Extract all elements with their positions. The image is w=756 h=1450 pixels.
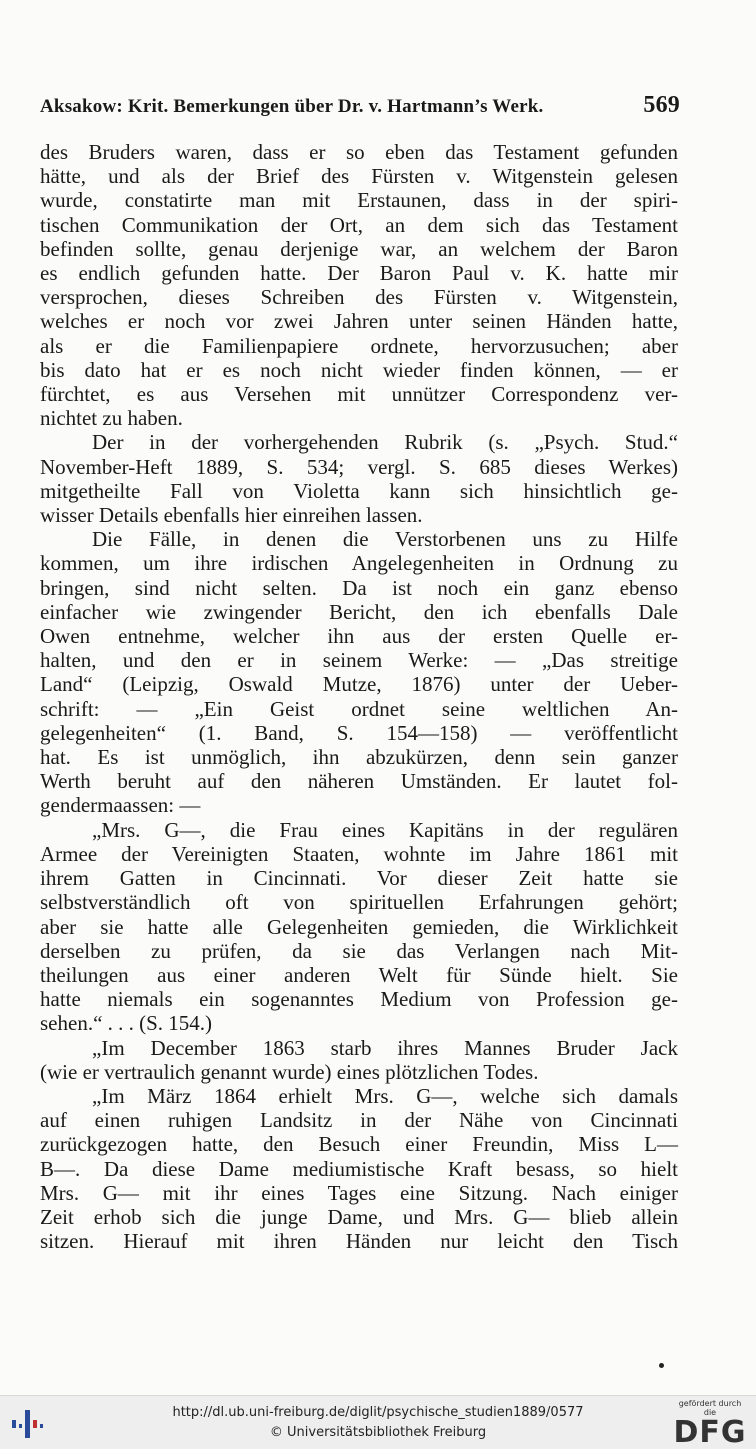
text-line: selbstverständlich oft von spirituellen Erfahrungen gehört; — [40, 890, 678, 915]
dfg-logo — [672, 1399, 748, 1450]
text-line: „Im März 1864 erhielt Mrs. G—, welche sich damals — [92, 1083, 678, 1108]
text-line: schrift: — „Ein Geist ordnet seine weltlichen An- — [40, 696, 678, 721]
text-line: (wie er vertraulich genannt wurde) eines plötzlichen Todes. — [40, 1059, 539, 1084]
text-line: November-Heft 1889, S. 534; vergl. S. 685 dieses Werkes) — [40, 454, 678, 479]
viewer-footer — [0, 1395, 756, 1449]
text-line: auf einen ruhigen Landsitz in der Nähe von Cincinnati — [40, 1108, 678, 1133]
text-line: Armee der Vereinigten Staaten, wohnte im Jahre 1861 mit — [40, 841, 678, 866]
text-line: zurückgezogen hatte, den Besuch einer Freundin, Miss L— — [40, 1132, 678, 1157]
running-title: Aksakow: Krit. Bemerkungen über Dr. v. Hartmann’s Werk. — [40, 96, 544, 117]
text-line: Zeit erhob sich die junge Dame, und Mrs. G— blieb allein — [40, 1204, 678, 1229]
dfg-funding-note: gefördert durch die — [678, 1399, 742, 1417]
text-line: befinden sollte, genau derjenige war, an welchem der Baron — [40, 236, 678, 261]
text-line: Mrs. G— mit ihr eines Tages eine Sitzung. Nach einiger — [40, 1180, 678, 1205]
text-line: aber sie hatte alle Gelegenheiten gemieden, die Wirklichkeit — [40, 914, 678, 939]
text-line: gendermaassen: — — [40, 793, 201, 818]
text-line: welches er noch vor zwei Jahren unter seinen Händen hatte, — [40, 309, 678, 334]
text-line: hatte niemals ein sogenanntes Medium von Profession ge- — [40, 987, 678, 1012]
text-line: Owen entnehme, welcher ihn aus der ersten Quelle er- — [40, 624, 678, 649]
text-line: es endlich gefunden hatte. Der Baron Paul v. K. hatte mir — [40, 261, 678, 286]
copyright-notice: © Universitätsbibliothek Freiburg — [269, 1425, 487, 1440]
text-line: ihrem Gatten in Cincinnati. Vor dieser Zeit hatte sie — [40, 866, 678, 891]
text-line: gelegenheiten“ (1. Band, S. 154—158) — veröffentlicht — [40, 720, 678, 745]
text-line: wisser Details ebenfalls hier einreihen lassen. — [40, 503, 423, 528]
text-line: versprochen, dieses Schreiben des Fürsten v. Witgenstein, — [40, 285, 678, 310]
text-line: kommen, um ihre irdischen Angelegenheiten in Ordnung zu — [40, 551, 678, 576]
text-line: Werth beruht auf den näheren Umständen. Er lautet fol- — [40, 769, 678, 794]
text-line: Land“ (Leipzig, Oswald Mutze, 1876) unter der Ueber- — [40, 672, 678, 697]
text-line: „Im December 1863 starb ihres Mannes Bruder Jack — [92, 1035, 678, 1060]
text-line: halten, und den er in seinem Werke: — „Das streitige — [40, 648, 678, 673]
text-line: theilungen aus einer anderen Welt für Sünde hielt. Sie — [40, 962, 678, 987]
text-line: Die Fälle, in denen die Verstorbenen uns zu Hilfe — [92, 527, 678, 552]
text-line: sitzen. Hierauf mit ihren Händen nur leicht den Tisch — [40, 1229, 678, 1254]
text-line: bis dato hat er es noch nicht wieder finden können, — er — [40, 357, 678, 382]
source-url-link[interactable]: http://dl.ub.uni-freiburg.de/diglit/psychische_studien1889/0577 — [172, 1405, 584, 1420]
ink-dot — [659, 1363, 664, 1368]
running-header — [40, 92, 680, 119]
text-line: Der in der vorhergehenden Rubrik (s. „Psych. Stud.“ — [92, 430, 678, 455]
text-line: des Bruders waren, dass er so eben das Testament gefunden — [40, 140, 678, 164]
text-line: fürchtet, es aus Versehen mit unnützer Correspondenz ver- — [40, 382, 678, 407]
body-text — [40, 140, 678, 1253]
text-line: mitgetheilte Fall von Violetta kann sich hinsichtlich ge- — [40, 478, 678, 503]
page-number: 569 — [643, 92, 680, 118]
text-line: hat. Es ist unmöglich, ihn abzukürzen, denn sein ganzer — [40, 745, 678, 770]
text-line: derselben zu prüfen, da sie das Verlangen nach Mit- — [40, 938, 678, 963]
text-line: sehen.“ . . . (S. 154.) — [40, 1011, 213, 1036]
text-line: bringen, sind nicht selten. Da ist noch ein ganz ebenso — [40, 575, 678, 600]
text-line: einfacher wie zwingender Bericht, den ich ebenfalls Dale — [40, 599, 678, 624]
text-line: nichtet zu haben. — [40, 406, 183, 431]
text-line: „Mrs. G—, die Frau eines Kapitäns in der regulären — [92, 817, 678, 842]
text-line: tischen Communikation der Ort, an dem sich das Testament — [40, 212, 678, 237]
text-line: B—. Da diese Dame mediumistische Kraft besass, so hielt — [40, 1156, 678, 1181]
text-line: wurde, constatirte man mit Erstaunen, dass in der spiri- — [40, 188, 678, 213]
text-line: als er die Familienpapiere ordnete, hervorzusuchen; aber — [40, 333, 678, 358]
text-line: hätte, und als der Brief des Fürsten v. Witgenstein gelesen — [40, 164, 678, 189]
dfg-logo-text: DFG — [673, 1415, 747, 1450]
